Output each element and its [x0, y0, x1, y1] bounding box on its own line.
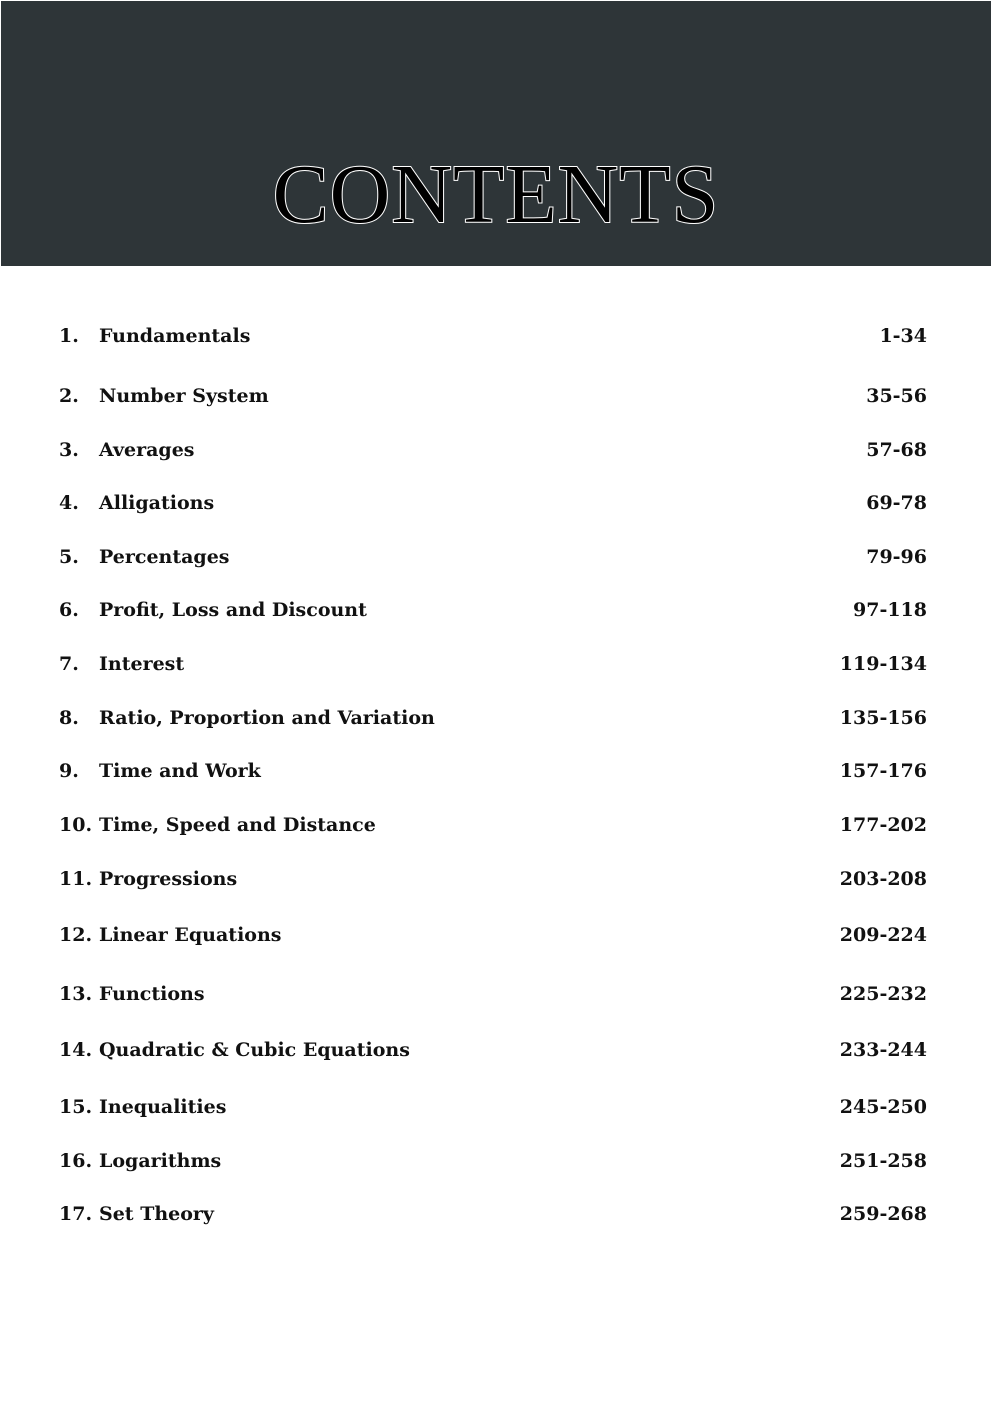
toc-entry-2[interactable]	[59, 383, 927, 409]
toc-entry-4[interactable]	[59, 490, 927, 516]
toc-pages: 157-176	[839, 760, 927, 782]
toc-entry-14[interactable]	[59, 1037, 927, 1063]
toc-pages: 1-34	[879, 325, 927, 347]
toc-entry-1[interactable]	[59, 323, 927, 349]
toc-entry-7[interactable]	[59, 651, 927, 677]
toc-title: Linear Equations	[99, 924, 282, 946]
toc-title: Ratio, Proportion and Variation	[99, 707, 435, 729]
toc-entry-11[interactable]	[59, 866, 927, 892]
toc-entry-13[interactable]	[59, 981, 927, 1007]
toc-entry-10[interactable]	[59, 812, 927, 838]
toc-title: Time, Speed and Distance	[99, 814, 376, 836]
toc-number: 7.	[59, 653, 79, 675]
toc-entry-17[interactable]	[59, 1201, 927, 1227]
toc-title: Fundamentals	[99, 325, 251, 347]
toc-pages: 79-96	[866, 546, 927, 568]
toc-number: 3.	[59, 439, 79, 461]
toc-entry-12[interactable]	[59, 922, 927, 948]
toc-pages: 259-268	[839, 1203, 927, 1225]
toc-number: 11.	[59, 868, 93, 890]
toc-number: 5.	[59, 546, 79, 568]
toc-number: 8.	[59, 707, 79, 729]
toc-entry-6[interactable]	[59, 597, 927, 623]
toc-title: Alligations	[99, 492, 215, 514]
toc-number: 13.	[59, 983, 93, 1005]
toc-pages: 203-208	[839, 868, 927, 890]
toc-entry-5[interactable]	[59, 544, 927, 570]
toc-entry-8[interactable]	[59, 705, 927, 731]
toc-pages: 69-78	[866, 492, 927, 514]
toc-pages: 35-56	[866, 385, 927, 407]
toc-number: 6.	[59, 599, 79, 621]
toc-pages: 251-258	[839, 1150, 927, 1172]
toc-number: 2.	[59, 385, 79, 407]
toc-title: Logarithms	[99, 1150, 222, 1172]
toc-title: Percentages	[99, 546, 230, 568]
toc-title: Inequalities	[99, 1096, 227, 1118]
toc-pages: 97-118	[853, 599, 927, 621]
toc-pages: 233-244	[839, 1039, 927, 1061]
toc-pages: 119-134	[839, 653, 927, 675]
toc-number: 17.	[59, 1203, 93, 1225]
toc-number: 10.	[59, 814, 93, 836]
toc-number: 14.	[59, 1039, 93, 1061]
toc-entry-9[interactable]	[59, 758, 927, 784]
toc-number: 12.	[59, 924, 93, 946]
toc-pages: 209-224	[839, 924, 927, 946]
toc-number: 15.	[59, 1096, 93, 1118]
toc-number: 16.	[59, 1150, 93, 1172]
toc-number: 1.	[59, 325, 79, 347]
toc-title: Functions	[99, 983, 205, 1005]
toc-pages: 245-250	[839, 1096, 927, 1118]
toc-entry-15[interactable]	[59, 1094, 927, 1120]
toc-number: 4.	[59, 492, 79, 514]
toc-title: Time and Work	[99, 760, 261, 782]
page-title: CONTENTS	[272, 148, 720, 241]
toc-pages: 225-232	[839, 983, 927, 1005]
toc-title: Interest	[99, 653, 185, 675]
toc-pages: 177-202	[839, 814, 927, 836]
toc-title: Profit, Loss and Discount	[99, 599, 367, 621]
toc-pages: 57-68	[866, 439, 927, 461]
toc-number: 9.	[59, 760, 79, 782]
toc-title: Number System	[99, 385, 269, 407]
toc-title: Quadratic & Cubic Equations	[99, 1039, 410, 1061]
toc-pages: 135-156	[839, 707, 927, 729]
toc-entry-3[interactable]	[59, 437, 927, 463]
toc-title: Set Theory	[99, 1203, 214, 1225]
toc-title: Averages	[99, 439, 195, 461]
toc-entry-16[interactable]	[59, 1148, 927, 1174]
toc-title: Progressions	[99, 868, 238, 890]
